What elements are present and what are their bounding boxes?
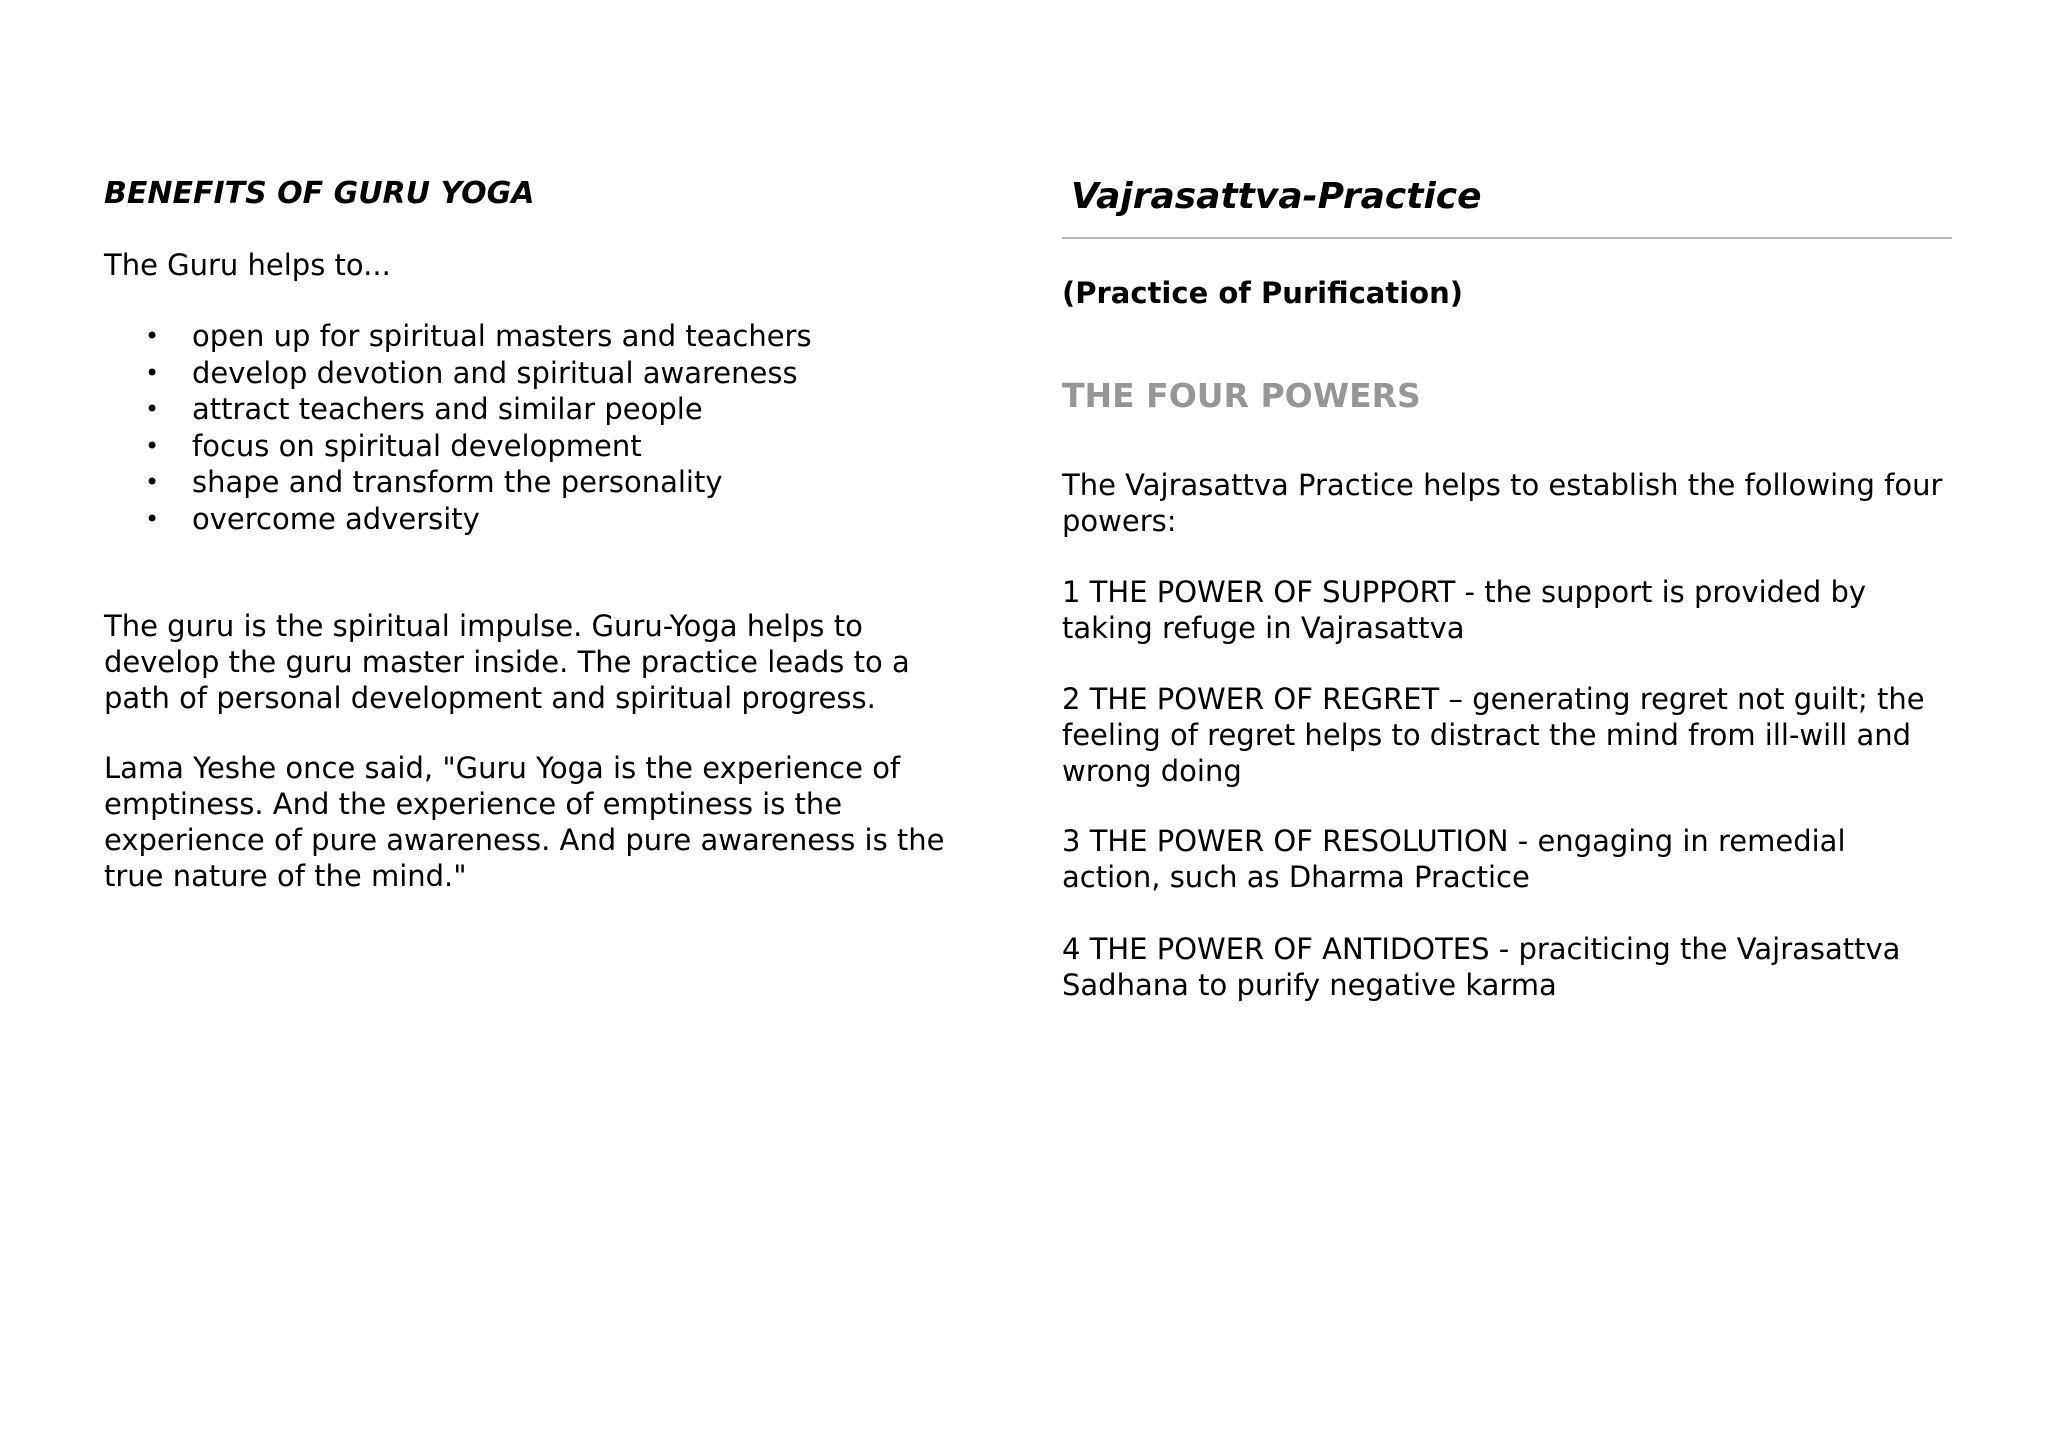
- lama-yeshe-quote-paragraph: Lama Yeshe once said, "Guru Yoga is the experience of emptiness. And the experience of emptiness is the experience of pure awareness. And pure awareness is the true nature of the mind.": [104, 751, 945, 893]
- power-item: 2 THE POWER OF REGRET – generating regret not guilt; the feeling of regret helps to distract the mind from ill-will and wrong doing: [1062, 682, 1925, 788]
- list-item: [104, 391, 812, 428]
- purification-subtitle: (Practice of Purification): [1062, 276, 1463, 310]
- bullet-icon: •: [145, 468, 160, 497]
- list-item-text: attract teachers and similar people: [192, 392, 703, 427]
- list-item-text: develop devotion and spiritual awareness: [192, 355, 798, 390]
- list-item-text: shape and transform the personality: [192, 465, 723, 500]
- list-item: [104, 428, 812, 465]
- list-item: [104, 501, 812, 538]
- power-item: 3 THE POWER OF RESOLUTION - engaging in remedial action, such as Dharma Practice: [1062, 824, 1846, 894]
- list-item: [104, 464, 812, 501]
- bullet-icon: •: [145, 322, 160, 350]
- benefits-list: [104, 318, 812, 538]
- bullet-icon: •: [145, 431, 160, 460]
- heading-divider: [1062, 237, 1952, 239]
- guru-impulse-paragraph: The guru is the spiritual impulse. Guru-Yoga helps to develop the guru master inside. The practice leads to a path of personal development and spiritual progress.: [104, 609, 910, 715]
- list-item-text: overcome adversity: [192, 501, 480, 536]
- four-powers-intro: The Vajrasattva Practice helps to establish the following four powers:: [1062, 468, 1943, 538]
- guru-yoga-heading: BENEFITS OF GURU YOGA: [104, 176, 535, 211]
- power-item: 4 THE POWER OF ANTIDOTES - praciticing the Vajrasattva Sadhana to purify negative karma: [1062, 932, 1901, 1002]
- bullet-icon: •: [145, 395, 160, 424]
- four-powers-title: THE FOUR POWERS: [1062, 376, 1421, 415]
- bullet-icon: •: [145, 504, 160, 533]
- list-item-text: open up for spiritual masters and teachers: [192, 319, 812, 353]
- list-item-text: focus on spiritual development: [192, 428, 642, 463]
- guru-intro: The Guru helps to...: [104, 248, 391, 282]
- list-item: [104, 318, 812, 355]
- vajrasattva-heading: Vajrasattva-Practice: [1071, 176, 1482, 217]
- list-item: [104, 355, 812, 392]
- power-item: 1 THE POWER OF SUPPORT - the support is provided by taking refuge in Vajrasattva: [1062, 575, 1867, 645]
- bullet-icon: •: [145, 358, 160, 387]
